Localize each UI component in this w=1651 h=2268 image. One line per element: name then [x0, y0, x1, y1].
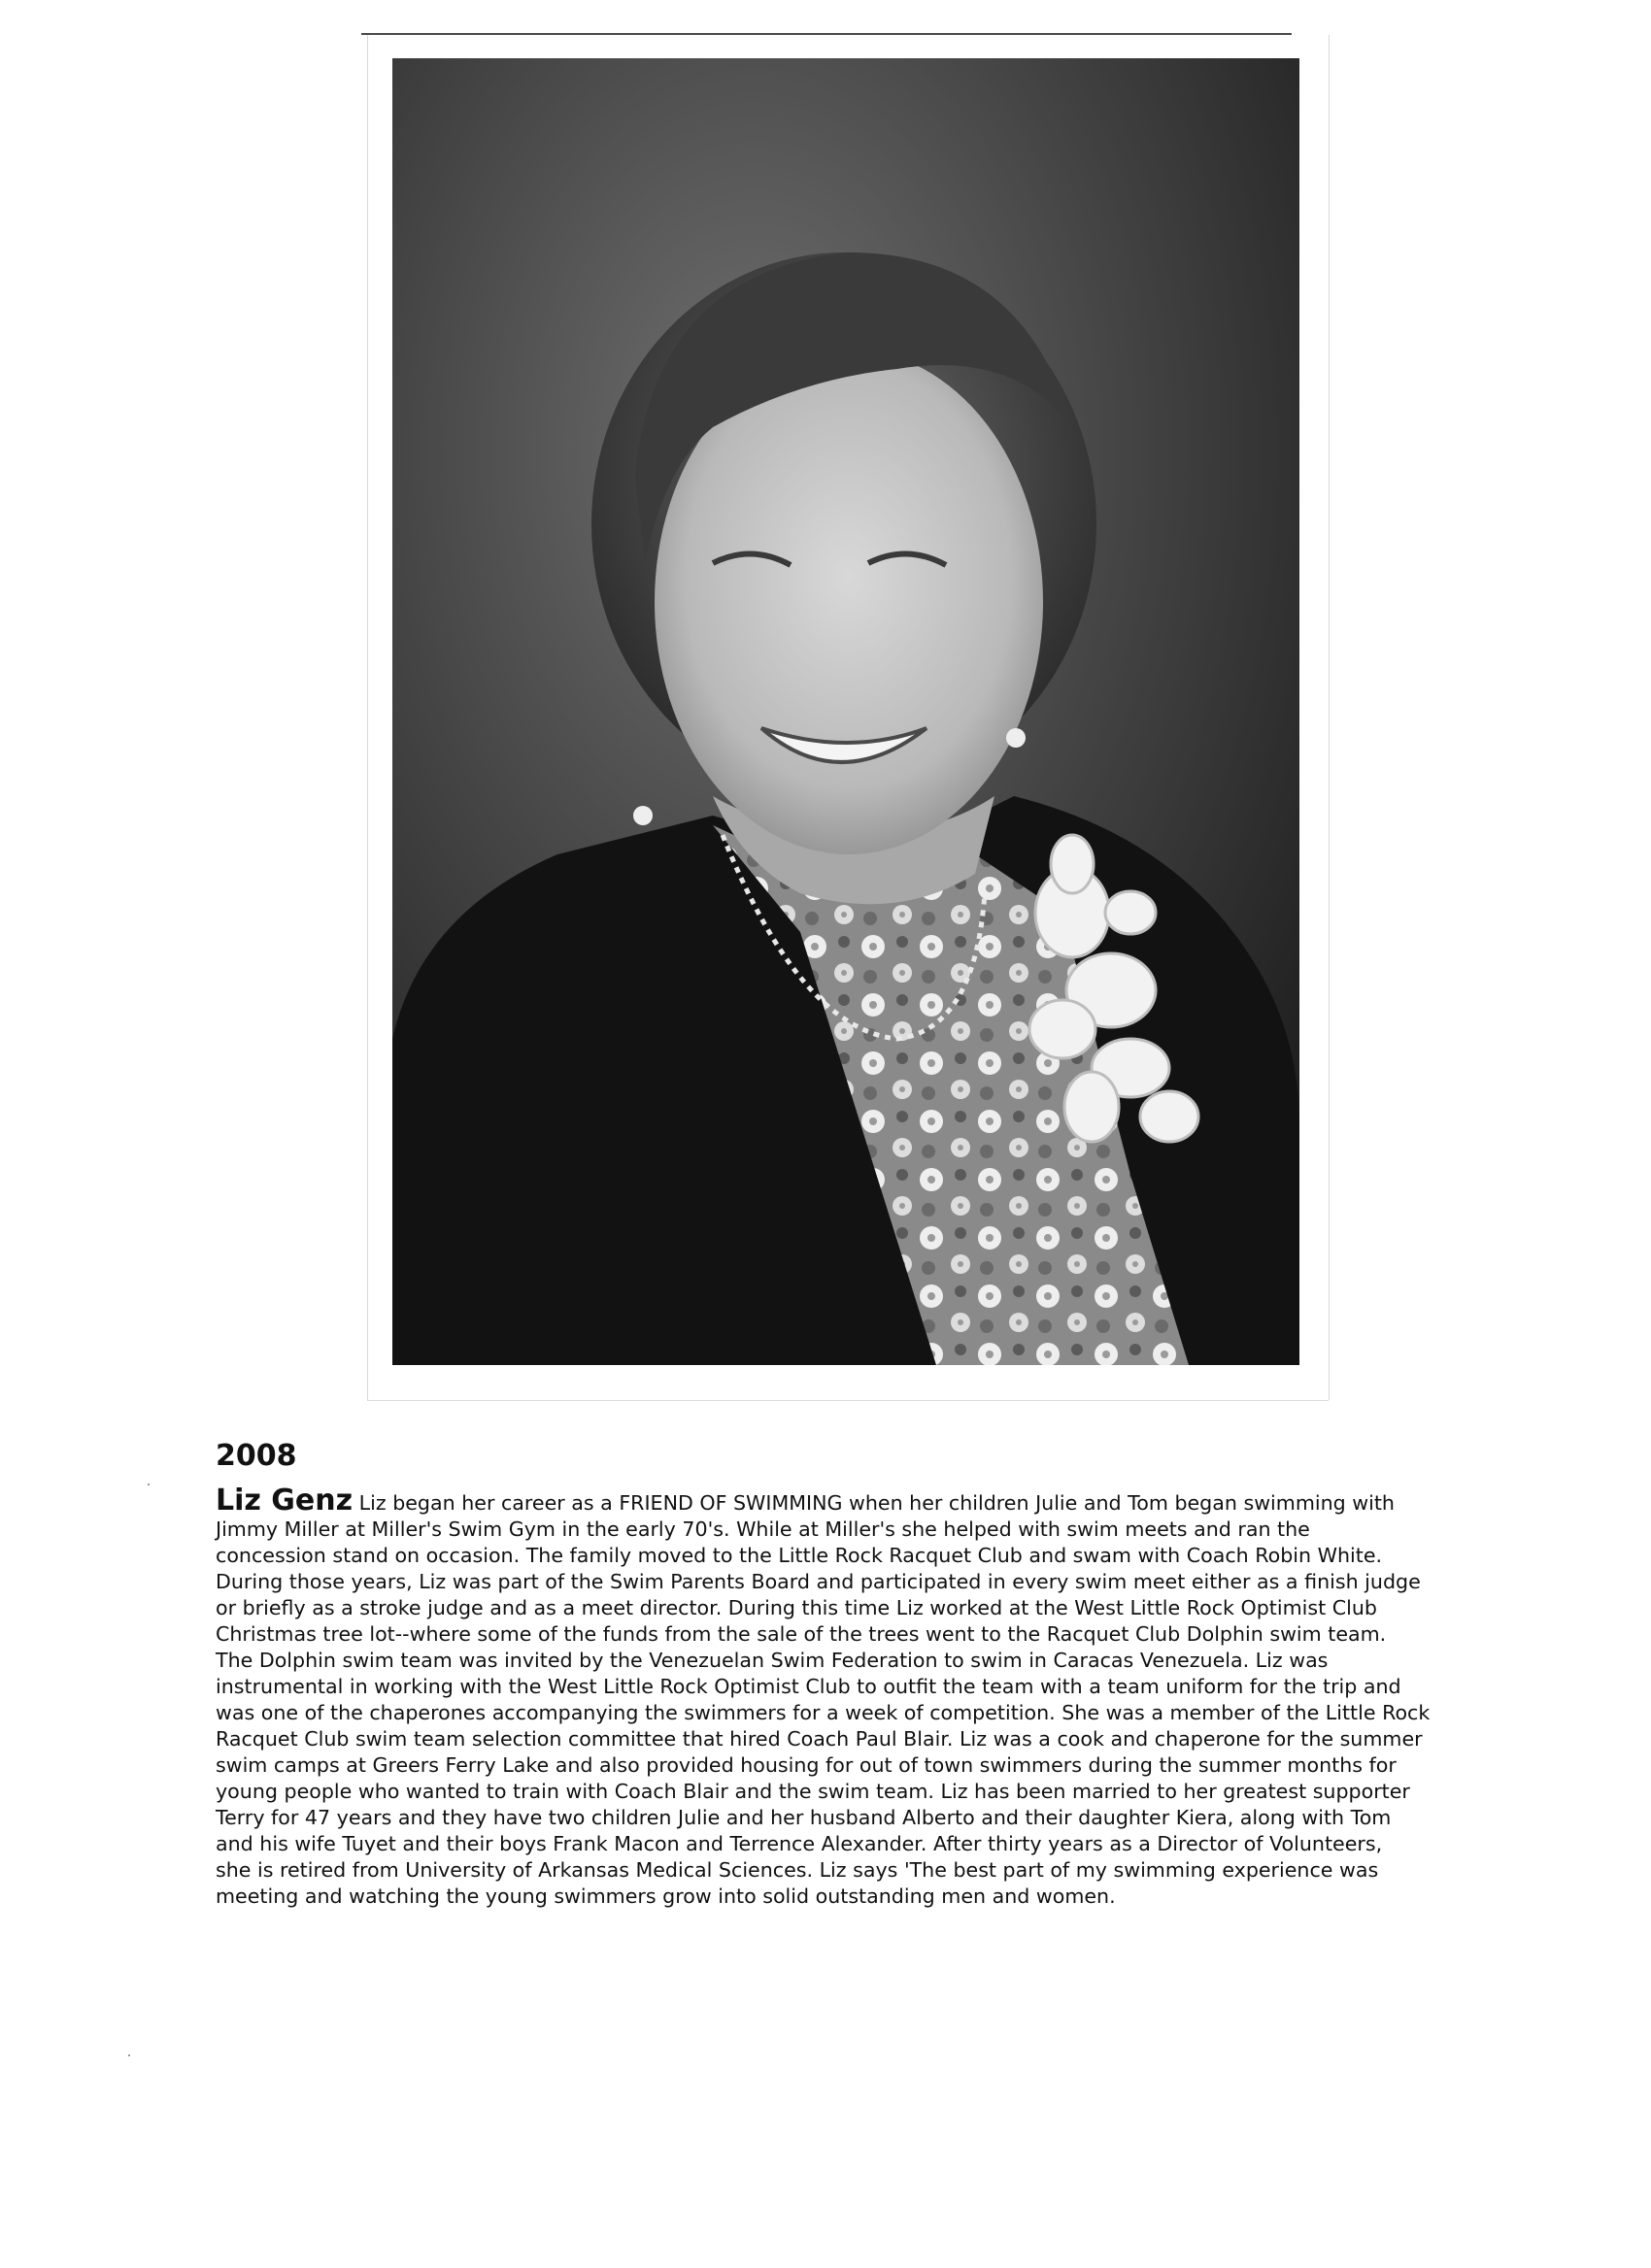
mount-edge	[367, 1400, 1329, 1401]
honoree-name: Liz Genz	[216, 1484, 354, 1518]
bio-line: or briefly as a stroke judge and as a meet director. During this time Liz worked at the West Little Rock Optimist Club	[216, 1596, 1377, 1619]
bio-line: Racquet Club swim team selection committee that hired Coach Paul Blair. Liz was a cook and chaperone for the summer	[216, 1727, 1423, 1751]
portrait-photo	[392, 58, 1299, 1365]
bio-line-text: Liz began her career as a FRIEND OF SWIMMING when her children Julie and Tom began swimming with	[358, 1491, 1395, 1515]
bio-line: was one of the chaperones accompanying the swimmers for a week of competition. She was a member of the Little Rock	[216, 1701, 1431, 1724]
mount-top-line	[361, 33, 1292, 35]
bio-line: Terry for 47 years and they have two children Julie and her husband Alberto and their daughter Kiera, along with Tom	[216, 1806, 1392, 1829]
bio-line: The Dolphin swim team was invited by the Venezuelan Swim Federation to swim in Caracas Venezuela. Liz was	[216, 1649, 1329, 1672]
bio-line: swim camps at Greers Ferry Lake and also provided housing for out of town swimmers during the summer months for	[216, 1753, 1397, 1777]
induction-year: 2008	[216, 1439, 297, 1473]
scan-speck	[128, 2054, 130, 2056]
bio-line: instrumental in working with the West Little Rock Optimist Club to outfit the team with a team uniform for the trip and	[216, 1675, 1401, 1698]
bio-line: Christmas tree lot--where some of the funds from the sale of the trees went to the Racquet Club Dolphin swim team.	[216, 1622, 1387, 1646]
bio-line: concession stand on occasion. The family moved to the Little Rock Racquet Club and swam with Coach Robin White.	[216, 1544, 1383, 1567]
bio-line: During those years, Liz was part of the Swim Parents Board and participated in every swim meet either as a finish judge	[216, 1570, 1421, 1593]
bio-line: and his wife Tuyet and their boys Frank Macon and Terrence Alexander. After thirty years as a Director of Volunteers,	[216, 1832, 1383, 1855]
bio-line: she is retired from University of Arkansas Medical Sciences. Liz says 'The best part of my swimming experience was	[216, 1858, 1379, 1882]
biography	[216, 1484, 1536, 1910]
mount-edge	[367, 35, 368, 1400]
bio-line: meeting and watching the young swimmers grow into solid outstanding men and women.	[216, 1884, 1116, 1908]
mount-edge	[1329, 35, 1330, 1400]
bio-line: Jimmy Miller at Miller's Swim Gym in the early 70's. While at Miller's she helped with swim meets and ran the	[216, 1518, 1310, 1541]
bio-line: young people who wanted to train with Coach Blair and the swim team. Liz has been married to her greatest supporter	[216, 1780, 1410, 1803]
bio-line	[216, 1484, 1536, 1518]
scan-speck	[148, 1484, 150, 1485]
